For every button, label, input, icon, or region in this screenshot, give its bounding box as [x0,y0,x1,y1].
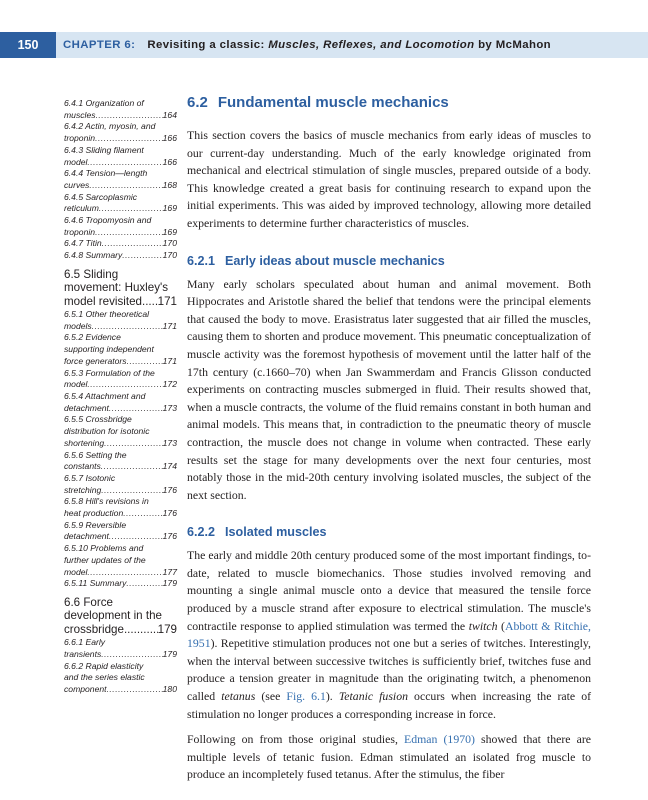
text-run: ). Repetitive stimulation produces not one but a series of twitches. Interestingly, when the interval between successive twitches is sufficiently brief, twitches fuse and produce a tension greater in magnitude than the originating twitch, a phenomenon called [187,636,591,704]
toc-entry-text: model [64,379,88,390]
toc-entry-line: development in the [64,609,162,623]
dot-leader [123,508,162,520]
toc-entry-last-line [64,238,177,250]
toc-entry[interactable] [64,578,177,590]
toc-page-number: 169 [162,226,177,237]
text-run: Following on from those original studies, [187,732,405,747]
toc-entry-last-line [64,578,177,590]
toc-entry-line: 6.5.8 Hill's revisions in [64,496,149,507]
toc-entry-last-line [64,403,177,415]
toc-entry-text: detachment [64,531,109,542]
dot-leader [101,461,163,473]
toc-entry-text: 6.5.11 Summary [64,578,127,589]
toc-page-number: 170 [162,238,177,249]
chapter-toc-sidebar [64,98,177,696]
toc-entry-text: troponin [64,226,96,237]
toc-entry-text: model [64,566,88,577]
toc-entry-text: 6.4.8 Summary [64,250,123,261]
text-run: ). [325,689,339,704]
toc-entry-line: 6.4.1 Organization of [64,98,144,108]
page-number: 150 [0,32,56,58]
toc-entry-line: 6.6.2 Rapid elasticity [64,660,144,671]
toc-entry-last-line [64,531,177,543]
toc-entry-text: model [64,156,88,167]
dot-leader [109,403,163,415]
toc-entry-line: 6.5 Sliding [64,267,119,281]
toc-page-number: 177 [162,566,177,577]
toc-entry-line: movement: Huxley's [64,281,169,295]
toc-entry-last-line [64,203,177,215]
citation-link-abbott-ritchie[interactable]: Abbott & Ritchie, 1951 [187,618,591,651]
toc-entry-line: further updates of the [64,554,146,565]
toc-page-number: 169 [162,203,177,214]
toc-entry-last-line [64,485,177,497]
toc-entry-line: 6.5.6 Setting the [64,449,127,460]
section-title: Fundamental muscle mechanics [217,94,449,111]
toc-entry-last-line [64,438,177,450]
toc-entry-last-line [64,157,177,169]
toc-entry-line: 6.5.9 Reversible [64,519,127,530]
toc-entry-last-line [64,180,177,192]
toc-page-number: 166 [162,133,177,144]
toc-entry-line: 6.4.4 Tension—length [64,168,148,179]
toc-page-number: 164 [162,109,177,120]
dot-leader [142,295,158,308]
running-header [0,32,648,58]
dot-leader [87,379,162,391]
paragraph: This section covers the basics of muscle mechanics from early ideas of muscles to our current-day understanding. Much of the early knowledge originated from mechanical and electrical stimulation of single muscles, prepared outside of a body. This knowledge created a great basis for continuing research to expand upon the initial experiments. This was aided by improved technology, allowing more detailed experiments to determine further characteristics of muscles. [187,128,591,230]
toc-entry[interactable] [64,332,177,367]
toc-entry-line: 6.4.5 Sarcoplasmic [64,191,138,202]
toc-entry-last-line [64,649,177,661]
toc-entry[interactable] [64,98,177,121]
toc-entry-line: 6.4.2 Actin, myosin, and [64,121,156,132]
text-run: (see [255,689,287,704]
toc-entry-line: 6.5.7 Isotonic [64,472,116,483]
toc-entry[interactable] [64,473,177,496]
dot-leader [127,356,163,368]
text-run: ( [497,618,505,633]
italic-term: twitch [468,618,498,633]
italic-term: Tetanic fusion [338,689,409,704]
section-title: Isolated muscles [225,525,327,540]
toc-page-number: 176 [162,508,177,519]
toc-entry-text: component [64,683,107,694]
toc-entry-text: reticulum [64,203,99,214]
dot-leader [87,567,162,579]
text-run: The early and middle 20th century produced some of the most important findings, to-date, related to muscle biomechanics. Those studies involved removing and mounting a single animal muscle onto a device that measured the tensile force produced by a muscle strand after exposure to electrical stimulation. The muscle's contractile response to applied stimulation was termed the [187,548,591,633]
dot-leader [95,133,163,145]
toc-entry-last-line [64,133,177,145]
toc-entry-last-line [64,321,177,333]
chapter-label: CHAPTER 6: [63,39,136,51]
dot-leader [96,110,163,122]
toc-entry[interactable] [64,661,177,696]
toc-entry[interactable] [64,145,177,168]
toc-entry-line: 6.6.1 Early [64,637,106,648]
toc-entry[interactable] [64,215,177,238]
toc-entry[interactable] [64,543,177,578]
toc-entry[interactable] [64,391,177,414]
toc-entry[interactable] [64,520,177,543]
toc-entry-line: distribution for isotonic [64,426,150,437]
section-number: 6.2.1 [187,253,216,268]
toc-entry-last-line [64,461,177,473]
toc-page-number: 179 [162,578,177,589]
section-number: 6.2 [187,94,208,111]
toc-entry-last-line [64,623,177,636]
toc-entry-line: 6.4.3 Sliding filament [64,144,144,155]
dot-leader [122,250,162,262]
toc-entry-text: transients [64,648,102,659]
toc-page-number: 176 [162,531,177,542]
toc-entry-text: shortening [64,437,105,448]
citation-link-edman[interactable]: Edman (1970) [404,732,475,747]
section-title: Early ideas about muscle mechanics [225,253,445,268]
dot-leader [95,227,163,239]
dot-leader [92,321,163,333]
toc-page-number: 179 [162,648,177,659]
toc-page-number: 171 [157,294,177,308]
header-title-prefix: Revisiting a classic: [147,39,269,51]
toc-page-number: 180 [162,683,177,694]
toc-entry-text: stretching [64,484,102,495]
dot-leader [124,623,158,636]
toc-entry[interactable] [64,496,177,519]
toc-entry-last-line [64,227,177,239]
dot-leader [102,238,163,250]
header-title-suffix: by McMahon [474,39,552,51]
dot-leader [107,684,163,696]
paragraph [187,731,591,784]
dot-leader [101,485,162,497]
toc-entry-line: 6.5.1 Other theoretical [64,309,150,320]
toc-entry[interactable] [64,368,177,391]
toc-entry-last-line [64,356,177,368]
toc-entry-text: 6.4.7 Titin [64,238,102,249]
dot-leader [104,438,163,450]
toc-entry-line: 6.5.5 Crossbridge [64,414,132,425]
toc-entry-last-line [64,379,177,391]
toc-page-number: 174 [162,461,177,472]
toc-page-number: 172 [162,379,177,390]
text-run: occurs when increasing the rate of stimulation no longer produces a corresponding increase in force. [187,689,592,721]
dot-leader [109,531,163,543]
header-title-book: Muscles, Reflexes, and Locomotion [268,39,475,51]
toc-entry[interactable] [64,637,177,660]
toc-page-number: 171 [162,355,177,366]
text-run: showed that there are multiple levels of tetanic fusion. Edman stimulated an isolated frog muscle to produce an incompletely fused tetanus. After the stimulus, the fiber [187,732,591,782]
toc-entry-last-line [64,250,177,262]
toc-entry-last-line [64,295,177,308]
toc-entry[interactable] [64,238,177,250]
toc-entry-line: supporting independent [64,344,154,355]
toc-entry[interactable] [64,250,177,262]
toc-page-number: 176 [162,484,177,495]
toc-entry[interactable] [64,168,177,191]
toc-entry-text: troponin [64,133,96,144]
dot-leader [87,157,162,169]
toc-entry-text: force generators [64,355,127,366]
toc-entry-line: 6.5.2 Evidence [64,332,121,343]
toc-entry[interactable] [64,450,177,473]
toc-entry-line: 6.5.3 Formulation of the [64,367,155,378]
dot-leader [89,180,162,192]
toc-page-number: 171 [162,320,177,331]
paragraph [187,547,591,723]
toc-entry[interactable] [64,414,177,449]
toc-entry-line: 6.5.10 Problems and [64,543,144,554]
toc-entry[interactable] [64,268,177,308]
toc-entry[interactable] [64,596,177,636]
italic-term: tetanus [221,689,256,704]
main-content [187,94,591,784]
toc-entry-text: constants [64,461,101,472]
toc-entry-line: and the series elastic [64,672,145,683]
toc-entry-line: 6.6 Force [64,595,113,609]
toc-entry-text: muscles [64,109,96,120]
toc-page-number: 170 [162,250,177,261]
toc-entry-last-line [64,110,177,122]
section-heading-6-2-2 [187,525,591,539]
toc-page-number: 166 [162,156,177,167]
toc-page-number: 173 [162,402,177,413]
toc-entry-line: 6.5.4 Attachment and [64,390,146,401]
toc-entry-last-line [64,684,177,696]
toc-entry-text: curves [64,179,90,190]
toc-entry-last-line [64,567,177,579]
toc-entry[interactable] [64,192,177,215]
dot-leader [101,649,162,661]
toc-page-number: 179 [157,622,177,636]
toc-entry-text: crossbridge [64,622,124,636]
toc-page-number: 173 [162,437,177,448]
paragraph: Many early scholars speculated about human and animal movement. Both Hippocrates and Aristotle shared the belief that tendons were the principal elements that caused the body to move. Erasistratus later suggested that air filled the muscles, causing them to shorten and produce movement. This pneumatic conceptualization of muscle activity was the foremost hypothesis of movement until the latter half of the 17th century (c.1660–70) when Jan Swammerdam and Francis Glisson conducted experiments on contracting muscles submerged in fluid. Their results showed that, when a muscle contracts, the volume of the fluid remains constant in both human and animal models. This means that, in contradiction to the pneumatic theory of muscle contraction, the muscle does not change in volume when contracted. These early results set the stage for many developments over the next four centuries, most notably those in the mid-20th century involving isolated muscles, the subject of the next section. [187,276,591,502]
section-number: 6.2.2 [187,525,216,540]
toc-entry-last-line [64,508,177,520]
toc-entry-line: 6.4.6 Tropomyosin and [64,215,152,226]
section-heading-6-2 [187,94,591,111]
toc-entry-text: heat production [64,508,124,519]
section-heading-6-2-1 [187,254,591,268]
toc-entry[interactable] [64,121,177,144]
toc-entry-text: model revisited [64,294,142,308]
toc-entry-text: detachment [64,402,109,413]
toc-entry[interactable] [64,309,177,332]
figure-link-6-1[interactable]: Fig. 6.1 [286,689,326,704]
dot-leader [126,578,162,590]
toc-page-number: 168 [162,179,177,190]
running-header-text [63,32,551,58]
dot-leader [99,203,163,215]
toc-entry-text: models [64,320,92,331]
